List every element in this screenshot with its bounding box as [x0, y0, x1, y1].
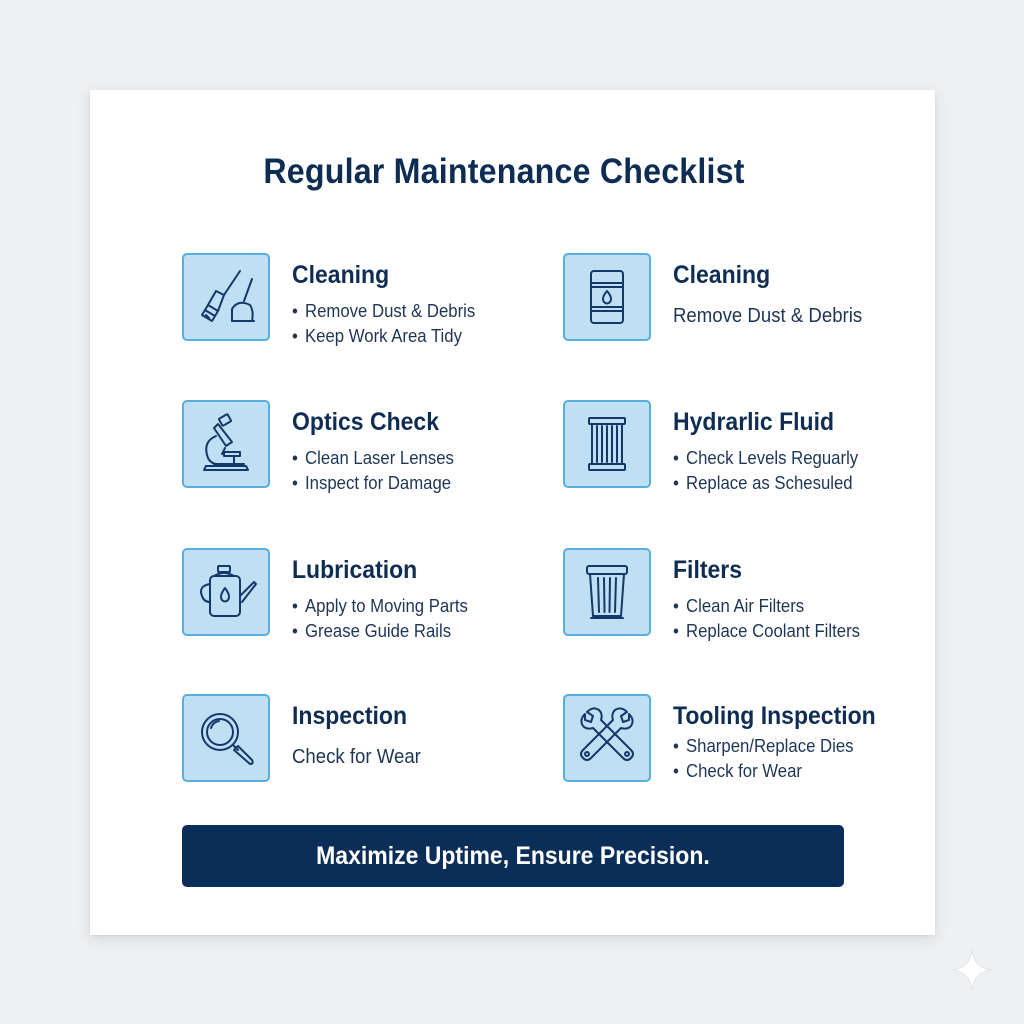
- bullet-line: • Check Levels Reguarly: [673, 446, 858, 471]
- item-bullets: [292, 594, 481, 644]
- item-description: Check for Wear: [292, 746, 421, 768]
- item-bullets: [673, 594, 874, 644]
- item-bullets: [292, 446, 466, 496]
- item-title: Cleaning: [673, 261, 771, 289]
- banner-text: Maximize Uptime, Ensure Precision.: [316, 841, 710, 870]
- bullet-line: • Check for Wear: [673, 759, 854, 784]
- bullet-line: • Replace as Schesuled: [673, 471, 858, 496]
- microscope-icon: [182, 400, 270, 488]
- item-title: Cleaning: [292, 261, 390, 289]
- filter-canister-icon: [563, 548, 651, 636]
- item-title: Hydrarlic Fluid: [673, 408, 835, 436]
- oil-can-icon: [182, 548, 270, 636]
- bullet-line: • Replace Coolant Filters: [673, 619, 860, 644]
- tagline-banner: [182, 825, 844, 887]
- page-title: Regular Maintenance Checklist: [263, 152, 745, 191]
- sparkle-icon: [950, 948, 994, 992]
- bullet-line: • Remove Dust & Debris: [292, 299, 475, 324]
- item-description: Remove Dust & Debris: [673, 305, 863, 327]
- item-bullets: [292, 299, 489, 349]
- checklist-card: [90, 90, 935, 935]
- magnifying-glass-icon: [182, 694, 270, 782]
- filter-cartridge-icon: [563, 400, 651, 488]
- oil-barrel-icon: [563, 253, 651, 341]
- item-title: Optics Check: [292, 408, 439, 436]
- item-bullets: [673, 446, 872, 496]
- bullet-line: • Clean Air Filters: [673, 594, 860, 619]
- bullet-line: • Clean Laser Lenses: [292, 446, 454, 471]
- item-title: Tooling Inspection: [673, 702, 876, 730]
- item-title: Filters: [673, 556, 743, 584]
- item-title: Lubrication: [292, 556, 418, 584]
- item-title: Inspection: [292, 702, 408, 730]
- crossed-wrenches-icon: [563, 694, 651, 782]
- bullet-line: • Grease Guide Rails: [292, 619, 468, 644]
- bullet-line: • Inspect for Damage: [292, 471, 454, 496]
- bullet-line: • Keep Work Area Tidy: [292, 324, 475, 349]
- broom-dustpan-icon: [182, 253, 270, 341]
- bullet-line: • Sharpen/Replace Dies: [673, 734, 854, 759]
- bullet-line: • Apply to Moving Parts: [292, 594, 468, 619]
- item-bullets: [673, 734, 867, 784]
